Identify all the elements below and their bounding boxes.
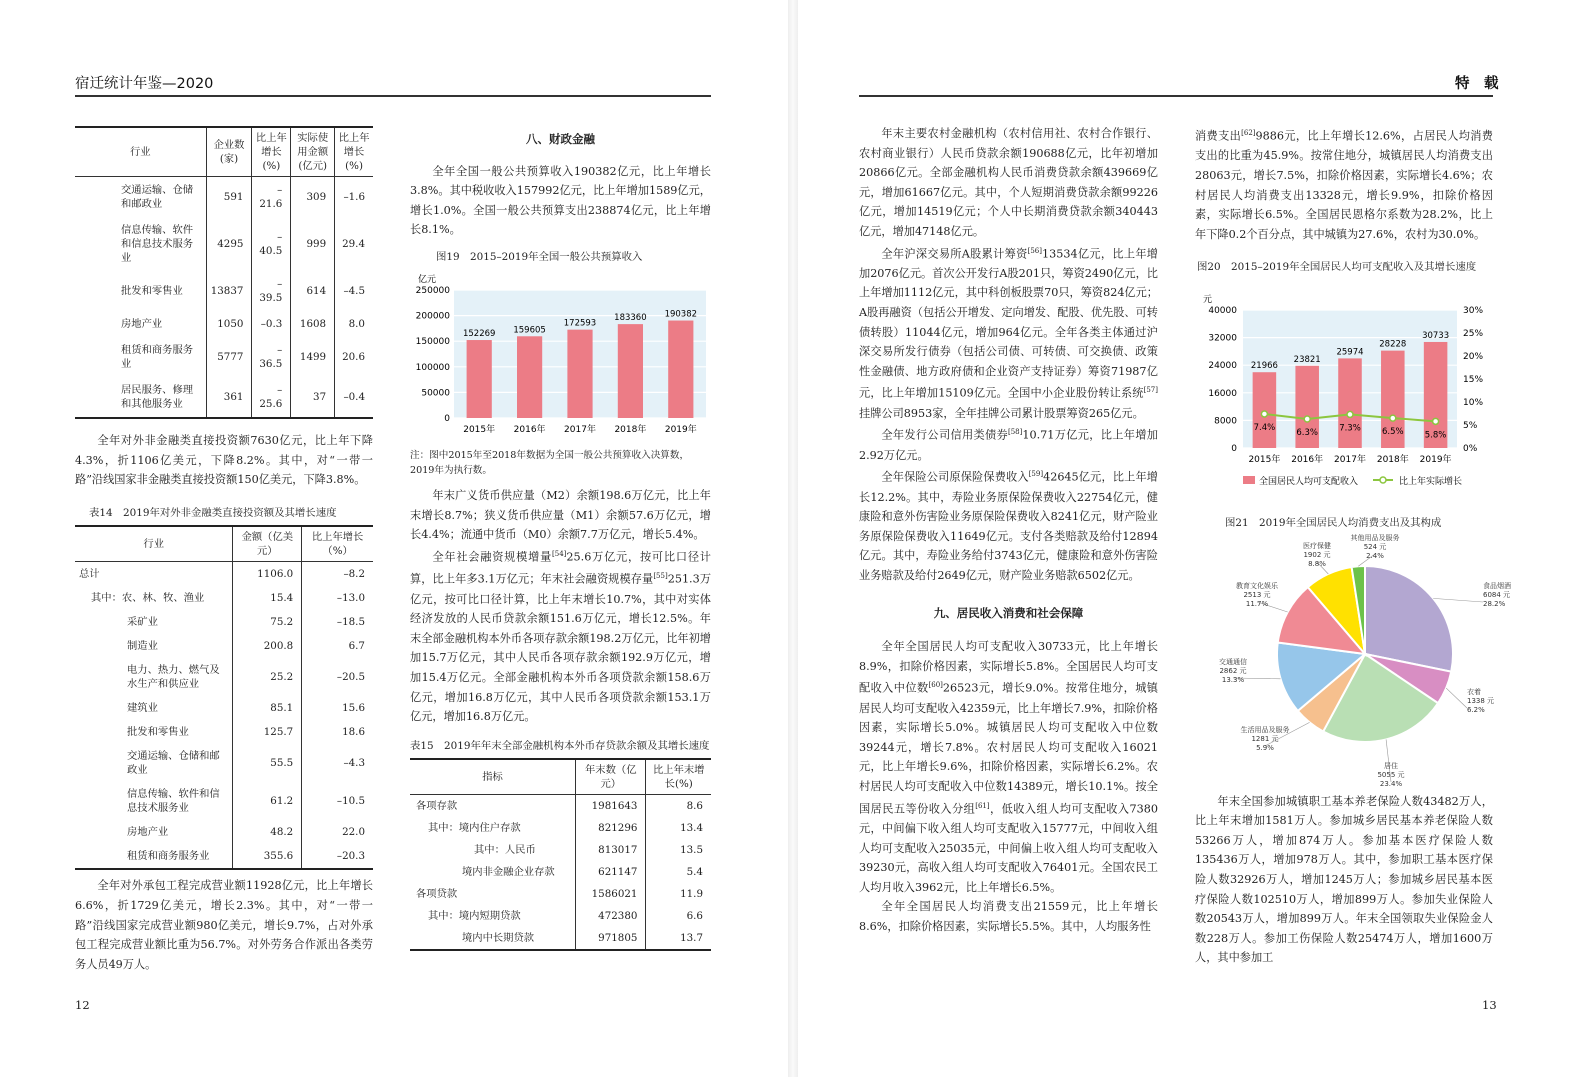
fig20-combo-chart bbox=[1195, 280, 1493, 510]
col-header: 比上年增长(%) bbox=[252, 127, 291, 177]
cell-value: 1050 bbox=[206, 311, 252, 337]
row-label: 制造业 bbox=[127, 640, 158, 653]
cell-value: 11.9 bbox=[646, 883, 711, 905]
cell-value: –4.3 bbox=[302, 744, 373, 782]
fig21-caption: 图21 2019年全国居民人均消费支出及其构成 bbox=[1225, 517, 1442, 530]
cell-value: 614 bbox=[291, 271, 335, 311]
running-header-right: 特 载 bbox=[1455, 76, 1499, 92]
row-label: 其中：人民币 bbox=[474, 844, 536, 857]
y2-tick-label: 10% bbox=[1463, 397, 1484, 408]
para-money-supply: 年末广义货币供应量（M2）余额198.6万亿元，比上年末增长8.7%；狭义货币供应量（M1）余额57.6万亿元，增长4.4%；流通中货币（M0）余额7.7万亿元，增长5.4%。 bbox=[410, 489, 711, 542]
slice-label-line: 8.8% bbox=[1308, 560, 1326, 569]
table-row bbox=[410, 817, 711, 839]
cell-value: 971805 bbox=[576, 927, 646, 950]
x-tick-label: 2015年 bbox=[463, 424, 496, 435]
table-row bbox=[75, 271, 373, 311]
slice-label-line: 其他用品及服务 bbox=[1350, 534, 1400, 543]
fig19-note: 注：图中2015年至2018年数据为全国一般公共预算收入决算数，2019年为执行数。 bbox=[410, 450, 690, 477]
table-row bbox=[75, 782, 373, 820]
row-label: 租赁和商务服务业 bbox=[121, 344, 194, 370]
cell-value: 1106.0 bbox=[233, 562, 302, 587]
header-rule bbox=[859, 95, 1493, 97]
cell-value: 200.8 bbox=[233, 634, 302, 658]
slice-label bbox=[1219, 657, 1247, 684]
row-label: 电力、热力、燃气及水生产和供应业 bbox=[127, 664, 220, 691]
table-14-caption: 表14 2019年对外非金融类直接投资额及其增长速度 bbox=[89, 506, 337, 519]
y-tick-label: 200000 bbox=[415, 311, 450, 322]
cell-value: –0.3 bbox=[252, 311, 291, 337]
row-label: 境内非金融企业存款 bbox=[462, 866, 555, 879]
data-label: 30733 bbox=[1422, 330, 1450, 341]
cell-value: 55.5 bbox=[233, 744, 302, 782]
header-rule bbox=[75, 95, 711, 97]
data-label: 23821 bbox=[1293, 354, 1321, 365]
table-row bbox=[75, 610, 373, 634]
col-header: 比上年增长（%） bbox=[302, 526, 373, 562]
right-col-1 bbox=[859, 124, 1158, 937]
leader-line bbox=[1446, 688, 1467, 708]
table-13 bbox=[75, 126, 373, 419]
y-tick-label: 8000 bbox=[1214, 416, 1237, 427]
col-header: 行业 bbox=[75, 127, 206, 177]
cell-value: –21.6 bbox=[252, 177, 291, 218]
table-row bbox=[75, 696, 373, 720]
right-col-2 bbox=[1195, 124, 1511, 968]
data-label: 25974 bbox=[1336, 347, 1364, 358]
fig19-unit: 亿元 bbox=[418, 274, 437, 285]
table-14 bbox=[75, 525, 373, 870]
table-row bbox=[75, 720, 373, 744]
slice-label-line: 1281 元 bbox=[1251, 735, 1279, 744]
x-tick-label: 2016年 bbox=[1291, 454, 1324, 465]
y2-tick-label: 0% bbox=[1463, 443, 1478, 454]
x-tick-label: 2015年 bbox=[1248, 454, 1281, 465]
table-15 bbox=[410, 758, 711, 951]
row-label: 其中：境内住户存款 bbox=[428, 822, 521, 835]
row-label: 采矿业 bbox=[127, 616, 158, 629]
fig19-bar-chart bbox=[410, 270, 710, 440]
cell-value: 6.6 bbox=[646, 905, 711, 927]
para-consumption-cont: 消费支出[62]9886元，比上年增长12.6%，占居民人均消费支出的比重为45.9%。按常住地分，城镇居民人均消费支出28063元，增长7.5%，扣除价格因素，实际增长4.6%；农村居民人均消费支出13328元，增长9.9%，扣除价格因素，实际增长6.5%。全国居民恩格尔系数为28.2%，比上年下降0.2个百分点，其中城镇为27.6%，农村为30.0%。 bbox=[1195, 129, 1493, 241]
page-number-right: 13 bbox=[1482, 998, 1497, 1012]
cell-value: 5.4 bbox=[646, 861, 711, 883]
data-label: 152269 bbox=[462, 328, 496, 339]
y-tick-label: 40000 bbox=[1208, 305, 1237, 316]
slice-label-line: 6084 元 bbox=[1483, 591, 1511, 600]
y-tick-label: 50000 bbox=[421, 387, 450, 398]
col-header: 实际使用金额(亿元) bbox=[291, 127, 335, 177]
cell-value: 75.2 bbox=[233, 610, 302, 634]
table-13-body bbox=[75, 177, 373, 419]
slice-label-line: 生活用品及服务 bbox=[1240, 726, 1290, 735]
data-label: 190382 bbox=[664, 309, 698, 320]
table-row bbox=[75, 337, 373, 377]
leader-line bbox=[1433, 598, 1483, 602]
legend-swatch-bar bbox=[1243, 476, 1255, 484]
slice-label-line: 食品烟酒 bbox=[1483, 582, 1511, 591]
cell-value: 61.2 bbox=[233, 782, 302, 820]
col-header: 行业 bbox=[75, 526, 233, 562]
row-label: 房地产业 bbox=[121, 318, 163, 330]
y2-tick-label: 20% bbox=[1463, 351, 1484, 362]
col-header: 金额（亿美元） bbox=[233, 526, 302, 562]
y-tick-label: 100000 bbox=[415, 362, 450, 373]
slice-label-line: 衣着 bbox=[1467, 688, 1481, 697]
slice-label-line: 5.9% bbox=[1256, 744, 1274, 753]
cell-value: 6.7 bbox=[302, 634, 373, 658]
cell-value: –10.5 bbox=[302, 782, 373, 820]
slice-label bbox=[1351, 533, 1400, 560]
para-social-insurance: 年末全国参加城镇职工基本养老保险人数43482万人，比上年末增加1581万人。参加城乡居民基本养老保险人数53266万人，增加874万人。参加基本医疗保险人数135436万人，增加978万人。其中，参加职工基本医疗保险人数32926万人，增加1245万人；参加城乡居民基本医疗保险人数102510万人，增加899万人。参加失业保险人数20543万人，增加899万人。年末全国领取失业保险金人数228万人。参加工伤保险人数25474万人，增加1600万人，其中参加工 bbox=[1195, 794, 1493, 965]
slice-label-line: 2.4% bbox=[1366, 552, 1384, 561]
cell-value: 1608 bbox=[291, 311, 335, 337]
growth-label: 7.3% bbox=[1339, 423, 1361, 434]
cell-value: 48.2 bbox=[233, 820, 302, 844]
slice-label-line: 2513 元 bbox=[1243, 591, 1271, 600]
table-row bbox=[75, 217, 373, 271]
y2-tick-label: 25% bbox=[1463, 328, 1484, 339]
slice-label bbox=[1467, 687, 1494, 714]
table-14-body bbox=[75, 562, 373, 870]
cell-value: 13.4 bbox=[646, 817, 711, 839]
y-tick-label: 24000 bbox=[1208, 361, 1237, 372]
para-income: 全年全国居民人均可支配收入30733元，比上年增长8.9%，扣除价格因素，实际增长5.8%。全国居民人均可支配收入中位数[60]26523元，增长9.0%。按常住地分，城镇居民人均可支配收入42359元，比上年增长7.9%，扣除价格因素，实际增长5.0%。城镇居民人均可支配收入中位数39244元，增长7.8%。农村居民人均可支配收入16021元，比上年增长9.6%，扣除价格因素，实际增长6.2%。农村居民人均可支配收入中位数14389元，增长10.1%。按全国居民五等份收入分组[61]，低收入组人均可支配收入7380元，中间偏下收入组人均可支配收入15777元，中间收入组人均可支配收入25035元，中间偏上收入组人均可支配收入39230元，高收入组人均可支配收入76401元。全国农民工人均月收入3962元，比上年增长6.5%。 bbox=[859, 640, 1158, 894]
table-row bbox=[75, 586, 373, 610]
bar bbox=[517, 336, 542, 418]
para-consumption: 全年全国居民人均消费支出21559元，比上年增长8.6%，扣除价格因素，实际增长5.5%。其中，人均服务性 bbox=[859, 900, 1158, 933]
cell-value: 5777 bbox=[206, 337, 252, 377]
cell-value: –25.6 bbox=[252, 377, 291, 418]
bar bbox=[618, 324, 643, 418]
slice-label-line: 6.2% bbox=[1467, 706, 1485, 715]
slice-label-line: 28.2% bbox=[1483, 600, 1506, 609]
cell-value: –8.2 bbox=[302, 562, 373, 587]
section-9-title: 九、居民收入消费和社会保障 bbox=[933, 605, 1084, 620]
cell-value: –36.5 bbox=[252, 337, 291, 377]
cell-value: 355.6 bbox=[233, 844, 302, 869]
growth-label: 5.8% bbox=[1424, 430, 1447, 441]
row-label: 信息传输、软件和信息技术服务业 bbox=[127, 788, 220, 815]
right-page bbox=[797, 0, 1587, 1077]
cell-value: 125.7 bbox=[233, 720, 302, 744]
cell-value: 25.2 bbox=[233, 658, 302, 696]
cell-value: 999 bbox=[291, 217, 335, 271]
growth-point bbox=[1390, 415, 1396, 421]
x-tick-label: 2018年 bbox=[1376, 454, 1409, 465]
growth-label: 6.3% bbox=[1296, 427, 1319, 438]
cell-value: 8.6 bbox=[646, 795, 711, 818]
cell-value: –13.0 bbox=[302, 586, 373, 610]
left-col-2 bbox=[410, 120, 711, 951]
slice-label-line: 教育文化娱乐 bbox=[1236, 582, 1278, 591]
cell-value: –40.5 bbox=[252, 217, 291, 271]
cell-value: –4.5 bbox=[335, 271, 373, 311]
table-row bbox=[75, 744, 373, 782]
section-8-title: 八、财政金融 bbox=[526, 132, 595, 146]
row-label: 批发和零售业 bbox=[121, 285, 183, 297]
slice-label-line: 524 元 bbox=[1363, 543, 1387, 552]
row-label: 境内中长期贷款 bbox=[462, 932, 535, 945]
col-header: 年末数（亿元） bbox=[576, 759, 646, 795]
legend-marker-line bbox=[1380, 477, 1386, 483]
slice-label-line: 11.7% bbox=[1245, 600, 1269, 609]
fig20-unit: 元 bbox=[1203, 294, 1213, 305]
x-tick-label: 2016年 bbox=[513, 424, 546, 435]
slice-label-line: 医疗保健 bbox=[1303, 542, 1331, 551]
slice-label-line: 交通通信 bbox=[1219, 658, 1247, 667]
cell-value: 85.1 bbox=[233, 696, 302, 720]
col-header: 指标 bbox=[410, 759, 576, 795]
para-bonds: 全年发行公司信用类债券[58]10.71万亿元，比上年增加2.92万亿元。 bbox=[859, 428, 1158, 462]
cell-value: 1981643 bbox=[576, 795, 646, 818]
row-label: 交通运输、仓储和邮政业 bbox=[121, 184, 194, 210]
row-label: 批发和零售业 bbox=[127, 726, 189, 739]
legend-label-bar: 全国居民人均可支配收入 bbox=[1259, 476, 1359, 487]
para-insurance: 全年保险公司原保险保费收入[59]42645亿元，比上年增长12.2%。其中，寿险业务原保险保费收入22754亿元，健康险和意外伤害险业务原保险保费收入8241亿元，财产险业务原保险保费收入11649亿元。支付各类赔款及给付12894亿元。其中，寿险业务给付3743亿元，健康险和意外伤害险业务赔款及给付2649亿元，财产险业务赔款6502亿元。 bbox=[859, 470, 1158, 582]
row-label: 交通运输、仓储和邮政业 bbox=[127, 750, 220, 777]
y2-tick-label: 30% bbox=[1463, 305, 1484, 316]
row-label: 其中：农、林、牧、渔业 bbox=[91, 592, 205, 605]
slice-label-line: 1338 元 bbox=[1467, 697, 1495, 706]
bar bbox=[1338, 358, 1362, 448]
cell-value: –39.5 bbox=[252, 271, 291, 311]
y2-tick-label: 5% bbox=[1463, 420, 1478, 431]
y-tick-label: 150000 bbox=[415, 336, 450, 347]
cell-value: 37 bbox=[291, 377, 335, 418]
cell-value: 22.0 bbox=[302, 820, 373, 844]
x-tick-label: 2019年 bbox=[1419, 454, 1452, 465]
slice-label-line: 23.4% bbox=[1379, 780, 1403, 789]
x-tick-label: 2017年 bbox=[1334, 454, 1366, 465]
cell-value: 18.6 bbox=[302, 720, 373, 744]
cell-value: –20.3 bbox=[302, 844, 373, 869]
para-stock-financing: 全年沪深交易所A股累计筹资[56]13534亿元，比上年增加2076亿元。首次公开发行A股201只，筹资2490亿元，比上年增加1112亿元，其中科创板股票70只，筹资824亿元；A股再融资（包括公开增发、定向增发、配股、优先股、可转债转股）11044亿元，增加964亿元。全年各类主体通过沪深交易所发行债券（包括公司债、可转债、可交换债、政策性金融债、地方政府债和企业资产支持证券）筹资71987亿元，比上年增加15109亿元。全国中小企业股份转让系统[57]挂牌公司8953家，全年挂牌公司累计股票筹资265亿元。 bbox=[859, 246, 1158, 420]
cell-value: –0.4 bbox=[335, 377, 373, 418]
data-label: 183360 bbox=[614, 312, 647, 323]
x-tick-label: 2019年 bbox=[664, 424, 697, 435]
growth-point bbox=[1433, 418, 1439, 424]
cell-value: 361 bbox=[206, 377, 252, 418]
row-label: 租赁和商务服务业 bbox=[127, 850, 210, 863]
y-tick-label: 250000 bbox=[415, 285, 450, 296]
row-label: 建筑业 bbox=[127, 702, 158, 715]
growth-label: 7.4% bbox=[1253, 422, 1276, 433]
left-col-1 bbox=[75, 126, 373, 974]
growth-point bbox=[1261, 411, 1267, 417]
cell-value: 29.4 bbox=[335, 217, 373, 271]
growth-point bbox=[1347, 411, 1353, 417]
row-label: 各项贷款 bbox=[416, 888, 458, 901]
fig20-caption: 图20 2015–2019年全国居民人均可支配收入及其增长速度 bbox=[1197, 261, 1477, 274]
y-tick-label: 0 bbox=[444, 413, 450, 424]
left-page bbox=[0, 0, 790, 1077]
fig21-pie-chart bbox=[1195, 534, 1511, 789]
para-overseas-contracts: 全年对外承包工程完成营业额11928亿元，比上年增长6.6%，折1729亿美元，增长2.3%。其中，对“一带一路”沿线国家完成营业额980亿美元，增长9.7%，占对外承包工程完成营业额比重为56.7%。对外劳务合作派出各类劳务人员49万人。 bbox=[75, 879, 373, 971]
growth-point bbox=[1304, 416, 1310, 422]
cell-value: 813017 bbox=[576, 839, 646, 861]
col-header: 比上年末增长(%) bbox=[646, 759, 711, 795]
table-15-body bbox=[410, 795, 711, 951]
col-header: 比上年增长(%) bbox=[335, 127, 373, 177]
x-tick-label: 2018年 bbox=[614, 424, 647, 435]
row-label: 信息传输、软件和信息技术服务业 bbox=[121, 224, 194, 264]
cell-value: 13837 bbox=[206, 271, 252, 311]
y2-tick-label: 15% bbox=[1463, 374, 1484, 385]
data-label: 21966 bbox=[1250, 361, 1278, 372]
slice-label-line: 2862 元 bbox=[1219, 667, 1247, 676]
legend-label-line: 比上年实际增长 bbox=[1399, 476, 1463, 487]
cell-value: 13.5 bbox=[646, 839, 711, 861]
table-row bbox=[75, 311, 373, 337]
table-row bbox=[75, 658, 373, 696]
page-number-left: 12 bbox=[75, 998, 90, 1012]
y-tick-label: 16000 bbox=[1208, 388, 1237, 399]
table-row bbox=[410, 883, 711, 905]
cell-value: 4295 bbox=[206, 217, 252, 271]
para-overseas-investment: 全年对外非金融类直接投资额7630亿元，比上年下降4.3%，折1106亿美元，下降8.2%。其中，对“一带一路”沿线国家非金融类直接投资额150亿美元，下降3.8%。 bbox=[75, 434, 373, 487]
fig19-caption: 图19 2015–2019年全国一般公共预算收入 bbox=[436, 250, 643, 263]
table-row bbox=[75, 177, 373, 218]
cell-value: 591 bbox=[206, 177, 252, 218]
cell-value: 1499 bbox=[291, 337, 335, 377]
data-label: 28228 bbox=[1379, 339, 1407, 350]
cell-value: 472380 bbox=[576, 905, 646, 927]
slice-label-line: 居住 bbox=[1384, 762, 1398, 771]
cell-value: –20.5 bbox=[302, 658, 373, 696]
row-label: 总计 bbox=[79, 568, 100, 581]
slice-label bbox=[1377, 761, 1404, 788]
row-label: 居民服务、修理和其他服务业 bbox=[121, 384, 194, 410]
cell-value: 309 bbox=[291, 177, 335, 218]
cell-value: 8.0 bbox=[335, 311, 373, 337]
para-rural-finance: 年末主要农村金融机构（农村信用社、农村合作银行、农村商业银行）人民币贷款余额190688亿元，比年初增加20866亿元。全部金融机构人民币消费贷款余额439669亿元，增加61667亿元。其中，个人短期消费贷款余额99226亿元，增加14519亿元；个人中长期消费贷款余额340443亿元，增加47148亿元。 bbox=[859, 127, 1158, 238]
cell-value: 15.6 bbox=[302, 696, 373, 720]
bar bbox=[1253, 372, 1277, 448]
slice-label bbox=[1303, 541, 1331, 568]
table-row bbox=[410, 905, 711, 927]
running-header-left: 宿迁统计年鉴—2020 bbox=[75, 76, 214, 92]
table-row bbox=[75, 562, 373, 587]
data-label: 159605 bbox=[513, 324, 546, 335]
table-row bbox=[75, 634, 373, 658]
row-label: 房地产业 bbox=[127, 826, 169, 839]
y-tick-label: 32000 bbox=[1208, 333, 1237, 344]
table-15-caption: 表15 2019年年末全部金融机构本外币存贷款余额及其增长速度 bbox=[410, 739, 710, 752]
y-tick-label: 0 bbox=[1231, 443, 1237, 454]
slice-label-line: 1902 元 bbox=[1303, 551, 1331, 560]
slice-label-line: 13.3% bbox=[1221, 676, 1245, 685]
cell-value: 15.4 bbox=[233, 586, 302, 610]
para-social-financing: 全年社会融资规模增量[54]25.6万亿元，按可比口径计算，比上年多3.1万亿元；年末社会融资规模存量[55]251.3万亿元，按可比口径计算，比上年末增长10.7%，其中对实体经济发放的人民币贷款余额151.6万亿元，增长12.5%。年末全部金融机构本外币各项存款余额198.2万亿元，比年初增加15.7万亿元，其中人民币各项存款余额192.9万亿元，增加15.4万亿元。全部金融机构本外币各项贷款余额158.6万亿元，增加16.8万亿元，其中人民币各项贷款余额153.1万亿元，增加16.8万亿元。 bbox=[410, 549, 712, 724]
table-row bbox=[75, 820, 373, 844]
cell-value: –1.6 bbox=[335, 177, 373, 218]
col-header: 企业数(家) bbox=[206, 127, 252, 177]
slice-label bbox=[1241, 725, 1290, 752]
row-label: 各项存款 bbox=[416, 800, 458, 813]
table-row bbox=[410, 839, 711, 861]
table-row bbox=[410, 861, 711, 883]
cell-value: 821296 bbox=[576, 817, 646, 839]
cell-value: 1586021 bbox=[576, 883, 646, 905]
table-row bbox=[410, 927, 711, 950]
cell-value: 13.7 bbox=[646, 927, 711, 950]
slice-label-line: 5055 元 bbox=[1377, 771, 1405, 780]
cell-value: 621147 bbox=[576, 861, 646, 883]
slice-label bbox=[1483, 581, 1511, 608]
bar bbox=[567, 329, 592, 417]
data-label: 172593 bbox=[563, 318, 597, 329]
cell-value: –18.5 bbox=[302, 610, 373, 634]
growth-label: 6.5% bbox=[1381, 426, 1404, 437]
table-row bbox=[75, 844, 373, 869]
table-row bbox=[410, 795, 711, 818]
slice-label bbox=[1236, 581, 1279, 608]
para-budget: 全年全国一般公共预算收入190382亿元，比上年增长3.8%。其中税收收入157992亿元，比上年增加1589亿元，增长1.0%。全国一般公共预算支出238874亿元，比上年增长8.1%。 bbox=[410, 164, 711, 237]
bar bbox=[668, 320, 693, 417]
table-row bbox=[75, 377, 373, 418]
bar bbox=[467, 340, 492, 418]
x-tick-label: 2017年 bbox=[564, 424, 596, 435]
cell-value: 20.6 bbox=[335, 337, 373, 377]
row-label: 其中：境内短期贷款 bbox=[428, 910, 521, 923]
